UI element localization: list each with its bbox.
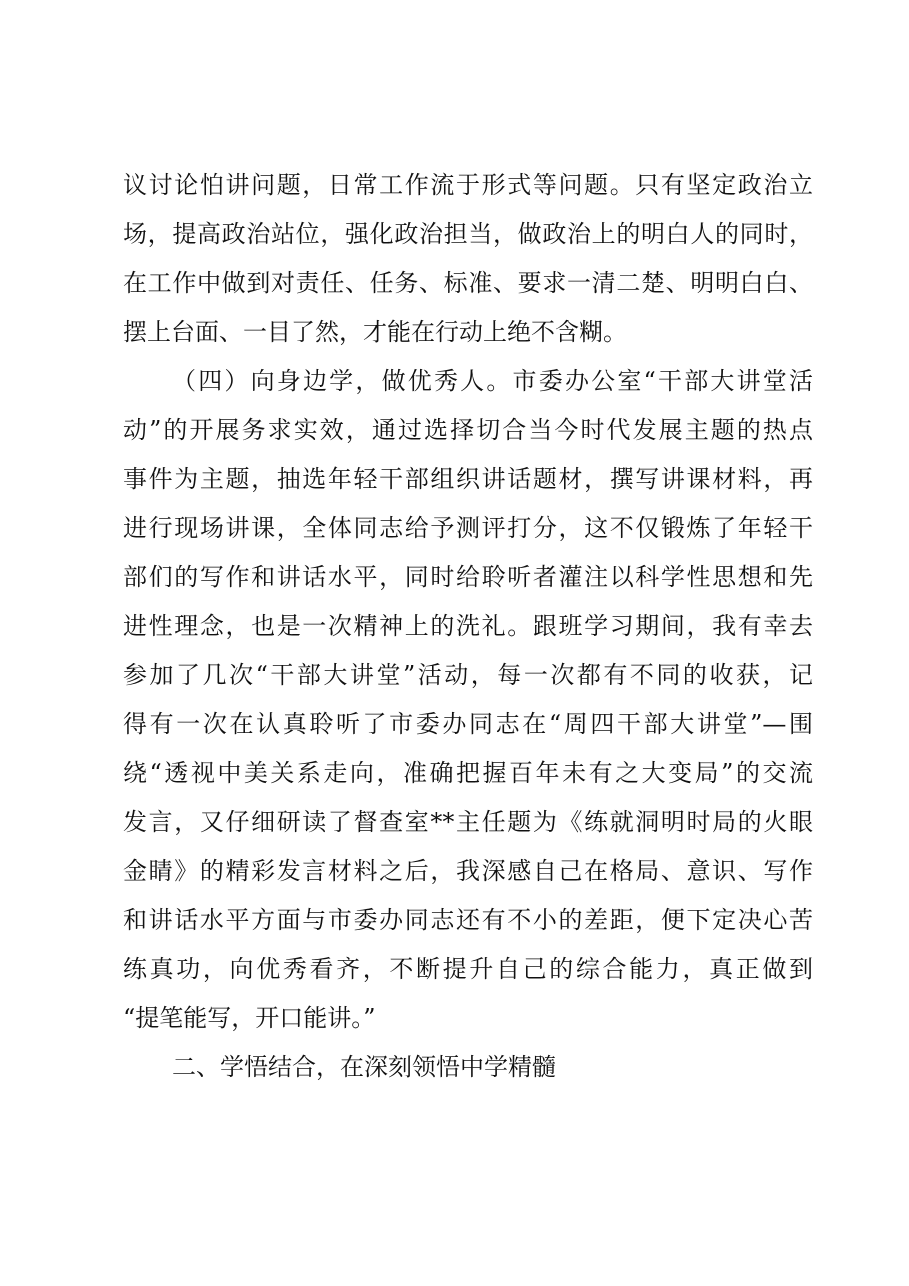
paragraph-line: 在工作中做到对责任、任务、标准、要求一清二楚、明明白白、 <box>123 269 813 297</box>
paragraph-line: 进性理念，也是一次精神上的洗礼。跟班学习期间，我有幸去 <box>123 612 813 640</box>
paragraph-line: 部们的写作和讲话水平，同时给聆听者灌注以科学性思想和先 <box>123 563 813 591</box>
paragraph-line: 得有一次在认真聆听了市委办同志在“周四干部大讲堂”—围 <box>123 710 813 738</box>
paragraph-line: 进行现场讲课，全体同志给予测评打分，这不仅锻炼了年轻干 <box>123 514 813 542</box>
paragraph-line: 绕“透视中美关系走向，准确把握百年未有之大变局”的交流 <box>123 759 813 787</box>
paragraph-line: 练真功，向优秀看齐，不断提升自己的综合能力，真正做到 <box>123 955 813 983</box>
paragraph-line: 议讨论怕讲问题，日常工作流于形式等问题。只有坚定政治立 <box>123 171 813 199</box>
paragraph-line: 参加了几次“干部大讲堂”活动，每一次都有不同的收获，记 <box>123 661 813 689</box>
paragraph-line: “提笔能写，开口能讲。” <box>123 1004 376 1032</box>
paragraph-line: （四）向身边学，做优秀人。市委办公室“干部大讲堂活 <box>172 367 813 395</box>
paragraph-line: 金睛》的精彩发言材料之后，我深感自己在格局、意识、写作 <box>123 857 813 885</box>
paragraph-line: 场，提高政治站位，强化政治担当，做政治上的明白人的同时， <box>123 220 813 248</box>
paragraph-line: 动”的开展务求实效，通过选择切合当今时代发展主题的热点 <box>123 416 813 444</box>
paragraph-line: 发言，又仔细研读了督查室**主任题为《练就洞明时局的火眼 <box>123 808 813 836</box>
paragraph-line: 事件为主题，抽选年轻干部组织讲话题材，撰写讲课材料，再 <box>123 465 813 493</box>
paragraph-line: 摆上台面、一目了然，才能在行动上绝不含糊。 <box>123 318 627 346</box>
paragraph-line: 和讲话水平方面与市委办同志还有不小的差距，便下定决心苦 <box>123 906 813 934</box>
section-heading: 二、学悟结合，在深刻领悟中学精髓 <box>172 1053 556 1081</box>
